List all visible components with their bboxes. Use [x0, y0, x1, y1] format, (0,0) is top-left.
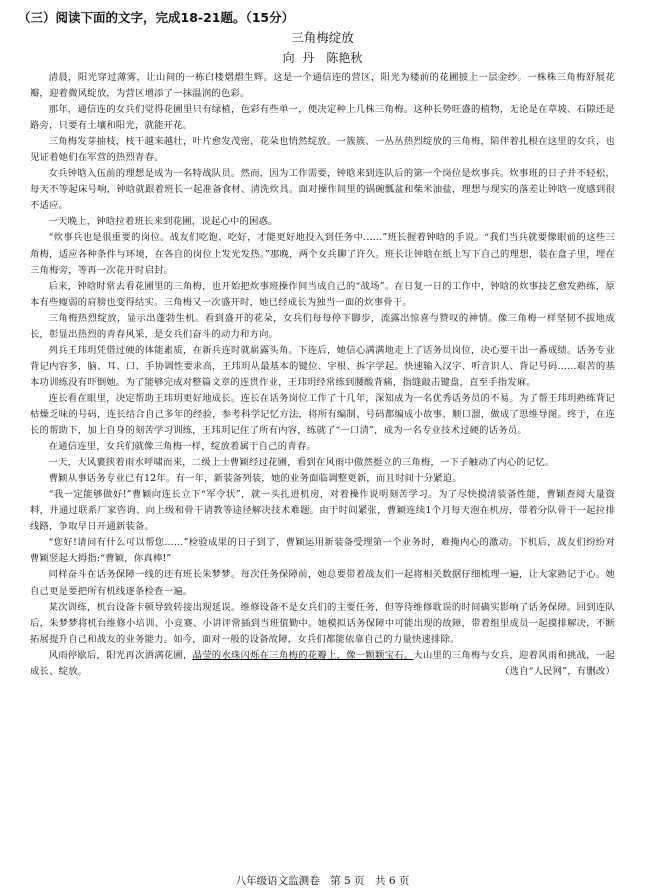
paragraph: 那年，通信连的女兵们觉得花圃里只有绿植，色彩有些单一，便决定种上几株三角梅。这种长势旺盛的植物，无论是在草坡、石隙还是路旁，只要有土壤和阳光，就能开花。: [30, 104, 615, 132]
article-body: [30, 70, 615, 680]
article-authors: 向 丹 陈艳秋: [282, 51, 363, 65]
paragraph: 列兵王玮玥凭借过硬的体能素质，在新兵连时就崭露头角。下连后，她信心满满地走上了话务员岗位，决心要干出一番成绩。话务专业背记内容多，脑、耳、口、手协调性要求高，王玮玥从最基本的键位、字根、拆字学起。快速输入汉字、听音识人、背记号码……艰苦的基本功训练没有吓倒她。为了能够完成对整篇文章的连贯作业，王玮玥经常练到腰酸背痛，指缝敲击键盘，直至手指发麻。: [30, 344, 615, 388]
paragraph: “炊事兵也是很重要的岗位。战友们吃饱、吃好，才能更好地投入到任务中……”班长握着钟晗的手说。“我们当兵就要像眼前的这些三角梅，适应各种条件与环境，在各自的岗位上发光发热。”那晚，两个女兵聊了许久。班长让钟晗在纸上写下自己的理想，装在盒子里，埋在三角梅旁，等再一次花开时启封。: [30, 232, 615, 276]
paragraph: 某次训练，机台设备卡顿导致转接出现延误。维修设备不是女兵们的主要任务，但等待维修耽误的时间确实影响了话务保障。回到连队后，朱梦梦将机台维修小培训、小竞赛、小讲评常插到当班值勤中。她模拟话务保障中可能出现的故障，带着组里成员一起摸排解决，不断拓展提升自己和战友的业务能力。如今，面对一般的设备故障，女兵们都能依靠自己的力量快速排除。: [30, 601, 615, 645]
paragraph: 同样奋斗在话务保障一线的还有班长朱梦梦。每次任务保障前，她总要带着战友们一起将相关数据仔细梳理一遍，让大家熟记于心。她自己更是要把所有机线逐条检查一遍。: [30, 569, 615, 597]
source-note: （选自“人民网”，有删改）: [499, 665, 615, 677]
paragraph: 在通信连里，女兵们就像三角梅一样，绽放着属于自己的青春。: [48, 441, 316, 453]
question-heading: （三）阅读下面的文字，完成18-21题。（15分）: [18, 10, 295, 25]
underlined-sentence: 晶莹的水珠闪烁在三角梅的花瓣上，像一颗颗宝石。: [192, 649, 414, 661]
paragraph: 三角梅热烈绽放，显示出蓬勃生机。看到盛开的花朵，女兵们每每停下脚步，流露出惊喜与赞叹的神情。像三角梅一样坚韧不拔地成长，彰显出热烈的青春风采，是女兵们奋斗的动力和方向。: [30, 312, 615, 340]
paragraph: 曹颖从事话务专业已有12年。有一年，新装备列装，她的业务面临调整更新，而且时间十分紧迫。: [48, 473, 462, 485]
final-paragraph-start: 风雨停歇后，阳光再次洒满花圃，: [48, 649, 193, 661]
paragraph: “我一定能够做好!”曹颖向连长立下“军令状”，就一头扎进机房，对着操作说明刻苦学习。为了尽快摸清装备性能，曹颖查阅大量资料，并通过联系厂家咨询、向上级和骨干请教等途径解决技术难题。由于时间紧张，曹颖连续1个月每天泡在机房，带着分队骨干一起拉排线路，争取早日开通新装备。: [30, 489, 615, 533]
final-paragraph-end: 大山里的三角梅与女兵，迎着风雨和挑战，一起成长、绽放。: [30, 649, 615, 677]
article-title: 三角梅绽放: [291, 30, 354, 45]
paragraph: 女兵钟晗入伍前的理想是成为一名特战队员。然而，因为工作需要，钟晗来到连队后的第一个岗位是炊事兵。炊事班的日子并不轻松，每天不等起床号响，钟晗就跟着班长一起准备食材、清洗炊具。面对操作间里的锅碗瓢盆和柴米油盐，理想与现实的落差让钟晗一度感到很不适应。: [30, 168, 615, 212]
paragraph: 一天晚上，钟晗拉着班长来到花圃，说起心中的困惑。: [48, 216, 278, 228]
paragraph: 一天，大风裹挟着雨水呼啸而来，二级上士曹颖经过花圃，看到在风雨中傲然挺立的三角梅，一下子触动了内心的记忆。: [48, 457, 555, 469]
page-footer: 八年级语文监测卷 第 5 页 共 6 页: [235, 875, 410, 887]
paragraph: 后来，钟晗时常去看花圃里的三角梅，也开始把炊事班操作间当成自己的“战场”。在日复一日的工作中，钟晗的炊事技艺愈发熟练，原本有些瘦弱的肩膀也变得结实。三角梅又一次盛开时，她已经成长为独当一面的炊事骨干。: [30, 280, 615, 308]
paragraph: 连长看在眼里，决定帮助王玮玥更好地成长。连长在话务岗位工作了十几年，深知成为一名优秀话务员的不易。为了帮王玮玥熟练背记枯燥乏味的号码，连长结合自己多年的经验，参考科学记忆方法，将所有编制、号码都编成小故事、顺口溜，做成了思维导图。终于，在连长的帮助下，加上自身的刻苦学习训练，王玮玥记住了所有内容，练就了“一口清”，成为一名专业技术过硬的话务员。: [30, 392, 615, 437]
paragraph: “您好!请问有什么可以帮您……”检验成果的日子到了，曹颖运用新装备受理第一个业务时，难掩内心的激动。下机后，战友们纷纷对曹颖竖起大拇指:“曹颖，你真棒!”: [30, 537, 615, 565]
paragraph: 清晨，阳光穿过薄雾，让山间的一栋白楼熠熠生辉。这是一个通信连的营区，阳光为楼前的花圃披上一层金纱。一株株三角梅舒展花瓣，迎着微风绽放，为营区增添了一抹温润的色彩。: [30, 72, 615, 100]
final-paragraph: [30, 648, 615, 680]
paragraph: 三角梅发芽抽枝，枝干越来越壮，叶片愈发茂密，花朵也悄然绽放。一簇簇、一丛丛热烈绽放的三角梅，陪伴着扎根在这里的女兵，也见证着她们在军营的热烈青春。: [30, 136, 615, 164]
